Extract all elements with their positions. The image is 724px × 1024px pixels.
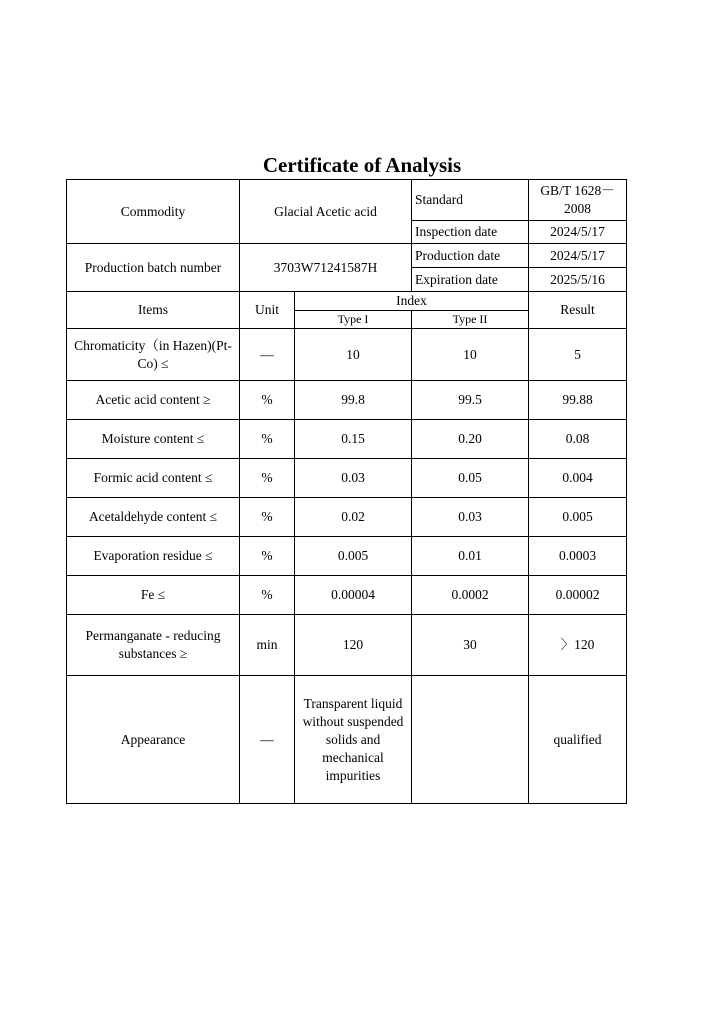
type1-value: 99.8 xyxy=(295,381,412,420)
type2-value: 0.0002 xyxy=(412,576,529,615)
standard-value: GB/T 1628－2008 xyxy=(529,180,627,221)
batch-value: 3703W71241587H xyxy=(240,244,412,292)
item-unit: % xyxy=(240,459,295,498)
result-value: 5 xyxy=(529,329,627,381)
type1-value: 120 xyxy=(295,615,412,676)
item-name: Acetic acid content ≥ xyxy=(67,381,240,420)
inspection-date-value: 2024/5/17 xyxy=(529,221,627,244)
table-row xyxy=(67,329,627,381)
production-date-label: Production date xyxy=(412,244,529,268)
table-row xyxy=(67,537,627,576)
expiration-date-label: Expiration date xyxy=(412,268,529,292)
table-row xyxy=(67,381,627,420)
item-unit: % xyxy=(240,498,295,537)
type1-value: 0.00004 xyxy=(295,576,412,615)
type2-value: 0.20 xyxy=(412,420,529,459)
commodity-value: Glacial Acetic acid xyxy=(240,180,412,244)
type2-value: 0.03 xyxy=(412,498,529,537)
standard-label: Standard xyxy=(412,180,529,221)
index-header xyxy=(295,292,529,329)
result-value: 0.004 xyxy=(529,459,627,498)
item-name: Evaporation residue ≤ xyxy=(67,537,240,576)
type1-header: Type I xyxy=(295,311,412,328)
header-row-production xyxy=(67,244,627,268)
batch-label: Production batch number xyxy=(67,244,240,292)
item-unit: % xyxy=(240,420,295,459)
type1-value: 0.15 xyxy=(295,420,412,459)
document-title: Certificate of Analysis xyxy=(262,153,462,177)
table-row xyxy=(67,498,627,537)
item-name: Moisture content ≤ xyxy=(67,420,240,459)
type2-value: 0.01 xyxy=(412,537,529,576)
result-value: 0.005 xyxy=(529,498,627,537)
item-unit: % xyxy=(240,576,295,615)
table-row xyxy=(67,459,627,498)
table-row xyxy=(67,615,627,676)
item-unit: min xyxy=(240,615,295,676)
result-value: qualified xyxy=(529,676,627,804)
type1-value: 0.03 xyxy=(295,459,412,498)
item-name: Fe ≤ xyxy=(67,576,240,615)
item-name: Chromaticity（in Hazen)(Pt-Co) ≤ xyxy=(67,329,240,381)
index-label: Index xyxy=(295,292,528,311)
header-row-commodity xyxy=(67,180,627,221)
type1-value: 0.02 xyxy=(295,498,412,537)
item-name: Acetaldehyde content ≤ xyxy=(67,498,240,537)
item-name: Formic acid content ≤ xyxy=(67,459,240,498)
type2-value: 30 xyxy=(412,615,529,676)
inspection-date-label: Inspection date xyxy=(412,221,529,244)
item-name: Permanganate - reducing substances ≥ xyxy=(67,615,240,676)
result-header: Result xyxy=(529,292,627,329)
expiration-date-value: 2025/5/16 xyxy=(529,268,627,292)
commodity-label: Commodity xyxy=(67,180,240,244)
column-header-row xyxy=(67,292,627,329)
item-unit: % xyxy=(240,537,295,576)
type2-value: 10 xyxy=(412,329,529,381)
analysis-table xyxy=(66,179,627,804)
result-value: 0.0003 xyxy=(529,537,627,576)
table-row xyxy=(67,676,627,804)
type1-value: 0.005 xyxy=(295,537,412,576)
type2-value: 0.05 xyxy=(412,459,529,498)
item-unit: — xyxy=(240,676,295,804)
table-row xyxy=(67,420,627,459)
result-value: 0.08 xyxy=(529,420,627,459)
item-name: Appearance xyxy=(67,676,240,804)
result-value: 0.00002 xyxy=(529,576,627,615)
item-unit: — xyxy=(240,329,295,381)
type2-value xyxy=(412,676,529,804)
type1-value: Transparent liquid without suspended solids and mechanical impurities xyxy=(295,676,412,804)
type2-header: Type II xyxy=(452,312,488,326)
items-header: Items xyxy=(67,292,240,329)
type2-value: 99.5 xyxy=(412,381,529,420)
result-value: 〉120 xyxy=(529,615,627,676)
table-row xyxy=(67,576,627,615)
result-value: 99.88 xyxy=(529,381,627,420)
item-unit: % xyxy=(240,381,295,420)
type1-value: 10 xyxy=(295,329,412,381)
production-date-value: 2024/5/17 xyxy=(529,244,627,268)
unit-header: Unit xyxy=(240,292,295,329)
